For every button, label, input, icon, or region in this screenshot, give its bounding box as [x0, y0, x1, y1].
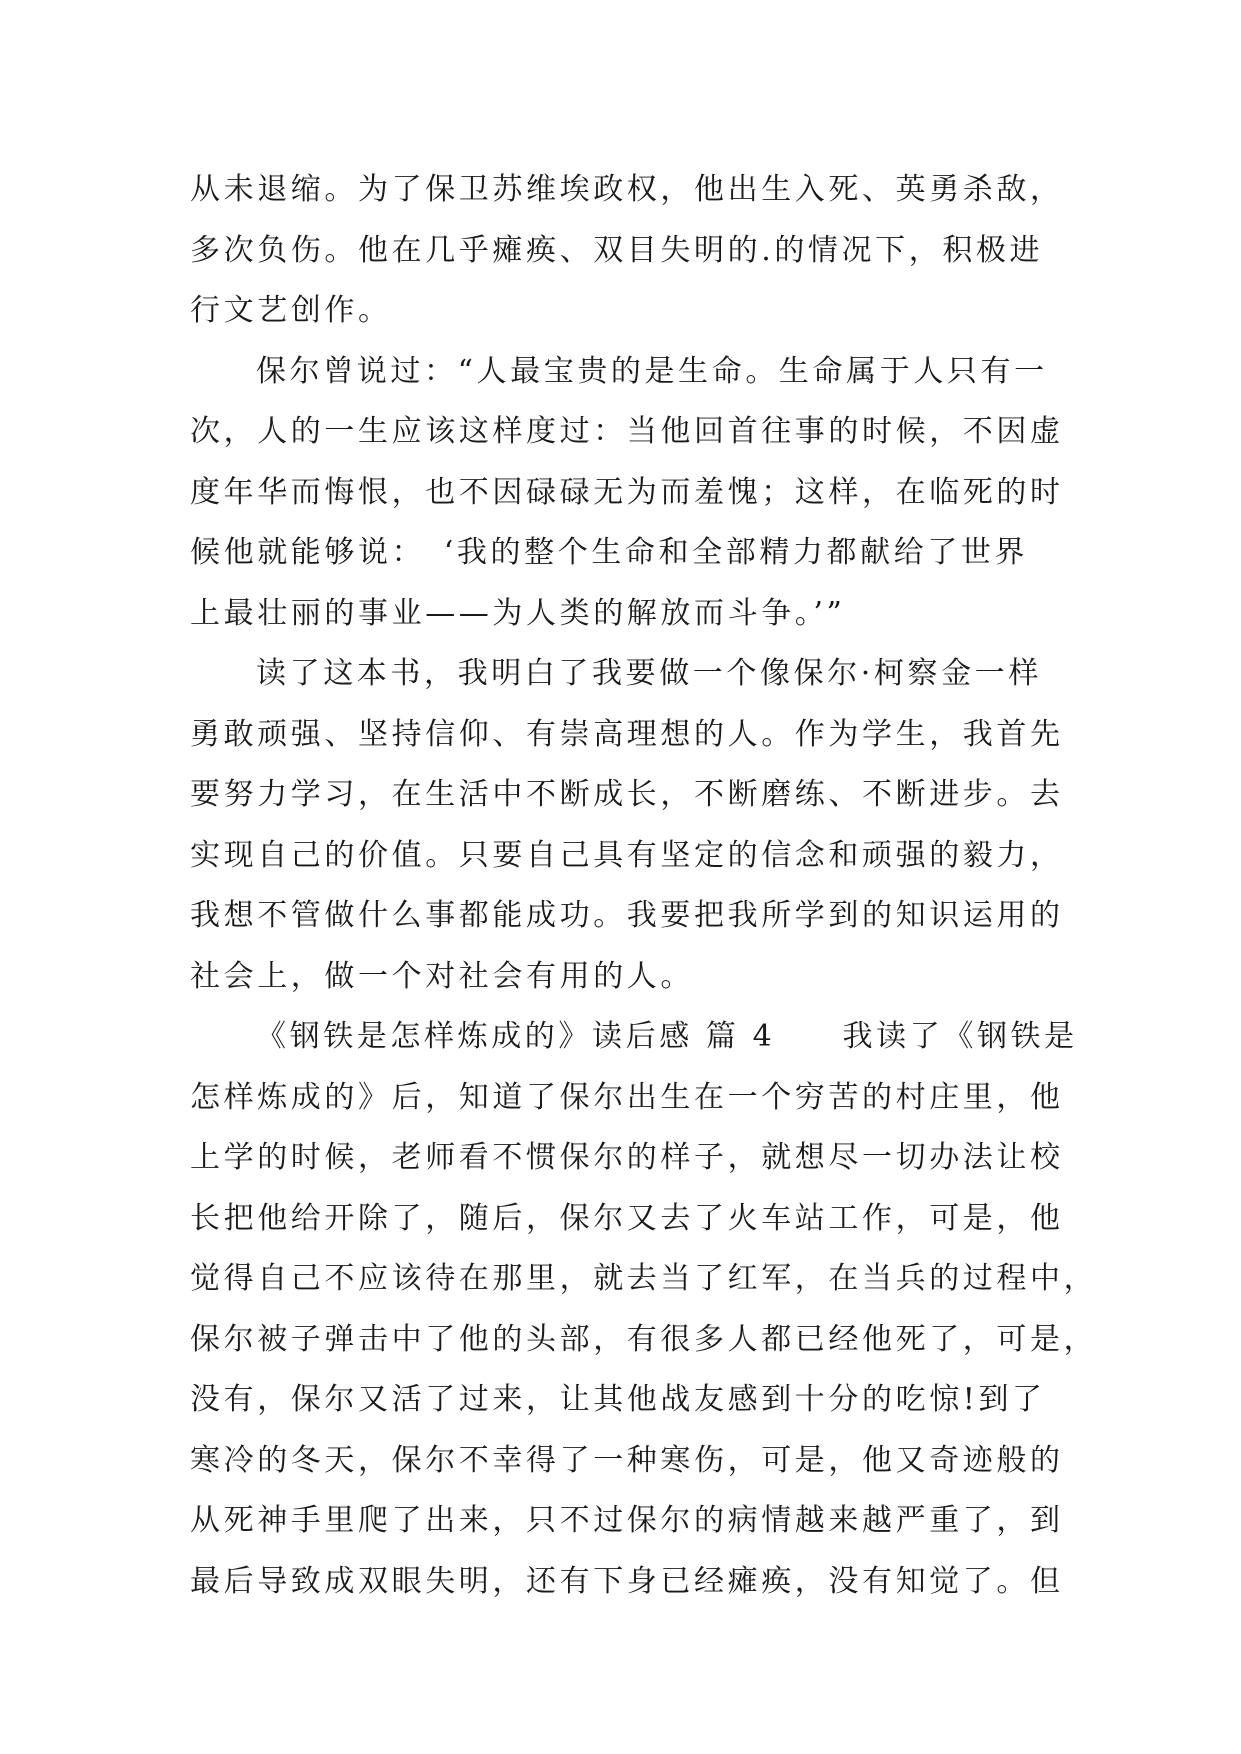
text-line: 最后导致成双眼失明，还有下身已经瘫痪，没有知觉了。但 [190, 1563, 1064, 1599]
text-line: 读了这本书，我明白了我要做一个像保尔·柯察金一样 [256, 656, 1042, 691]
text-line: 《钢铁是怎样炼成的》读后感 篇 4 我读了《钢铁是 [256, 1019, 1078, 1054]
text-line: 实现自己的价值。只要自己具有坚定的信念和顽强的毅力， [190, 837, 1064, 873]
text-line: 勇敢顽强、坚持信仰、有崇高理想的人。作为学生，我首先 [190, 716, 1064, 752]
text-line: 从死神手里爬了出来，只不过保尔的病情越来越严重了，到 [190, 1503, 1064, 1538]
text-line: 保尔被子弹击中了他的头部，有很多人都已经他死了，可是， [190, 1321, 1098, 1357]
text-line: 从未退缩。为了保卫苏维埃政权，他出生入死、英勇杀敌， [190, 172, 1064, 207]
text-line: 行文艺创作。 [190, 293, 392, 328]
text-line: 觉得自己不应该待在那里，就去当了红军，在当兵的过程中， [190, 1261, 1098, 1296]
text-line: 社会上，做一个对社会有用的人。 [190, 958, 694, 994]
text-line: 长把他给开除了，随后，保尔又去了火车站工作，可是，他 [190, 1200, 1064, 1236]
text-line: 次，人的一生应该这样度过：当他回首往事的时候，不因虚 [190, 414, 1064, 449]
text-line: 上最壮丽的事业——为人类的解放而斗争。’” [190, 595, 846, 631]
text-line: 度年华而悔恨，也不因碌碌无为而羞愧；这样，在临死的时 [190, 474, 1064, 510]
text-line: 我想不管做什么事都能成功。我要把我所学到的知识运用的 [190, 898, 1064, 933]
text-line: 候他就能够说： ‘我的整个生命和全部精力都献给了世界 [190, 535, 1029, 570]
text-line: 要努力学习，在生活中不断成长，不断磨练、不断进步。去 [190, 777, 1064, 812]
text-line: 保尔曾说过：“人最宝贵的是生命。生命属于人只有一 [256, 353, 1048, 389]
text-line: 怎样炼成的》后，知道了保尔出生在一个穷苦的村庄里，他 [190, 1079, 1064, 1115]
body-text [190, 160, 1098, 1612]
text-line: 多次负伤。他在几乎瘫痪、双目失明的.的情况下，积极进 [190, 232, 1044, 268]
text-line: 寒冷的冬天，保尔不幸得了一种寒伤，可是，他又奇迹般的 [190, 1442, 1064, 1478]
text-line: 上学的时候，老师看不惯保尔的样子，就想尽一切办法让校 [190, 1140, 1064, 1175]
text-line: 没有，保尔又活了过来，让其他战友感到十分的吃惊!到了 [190, 1382, 1046, 1417]
